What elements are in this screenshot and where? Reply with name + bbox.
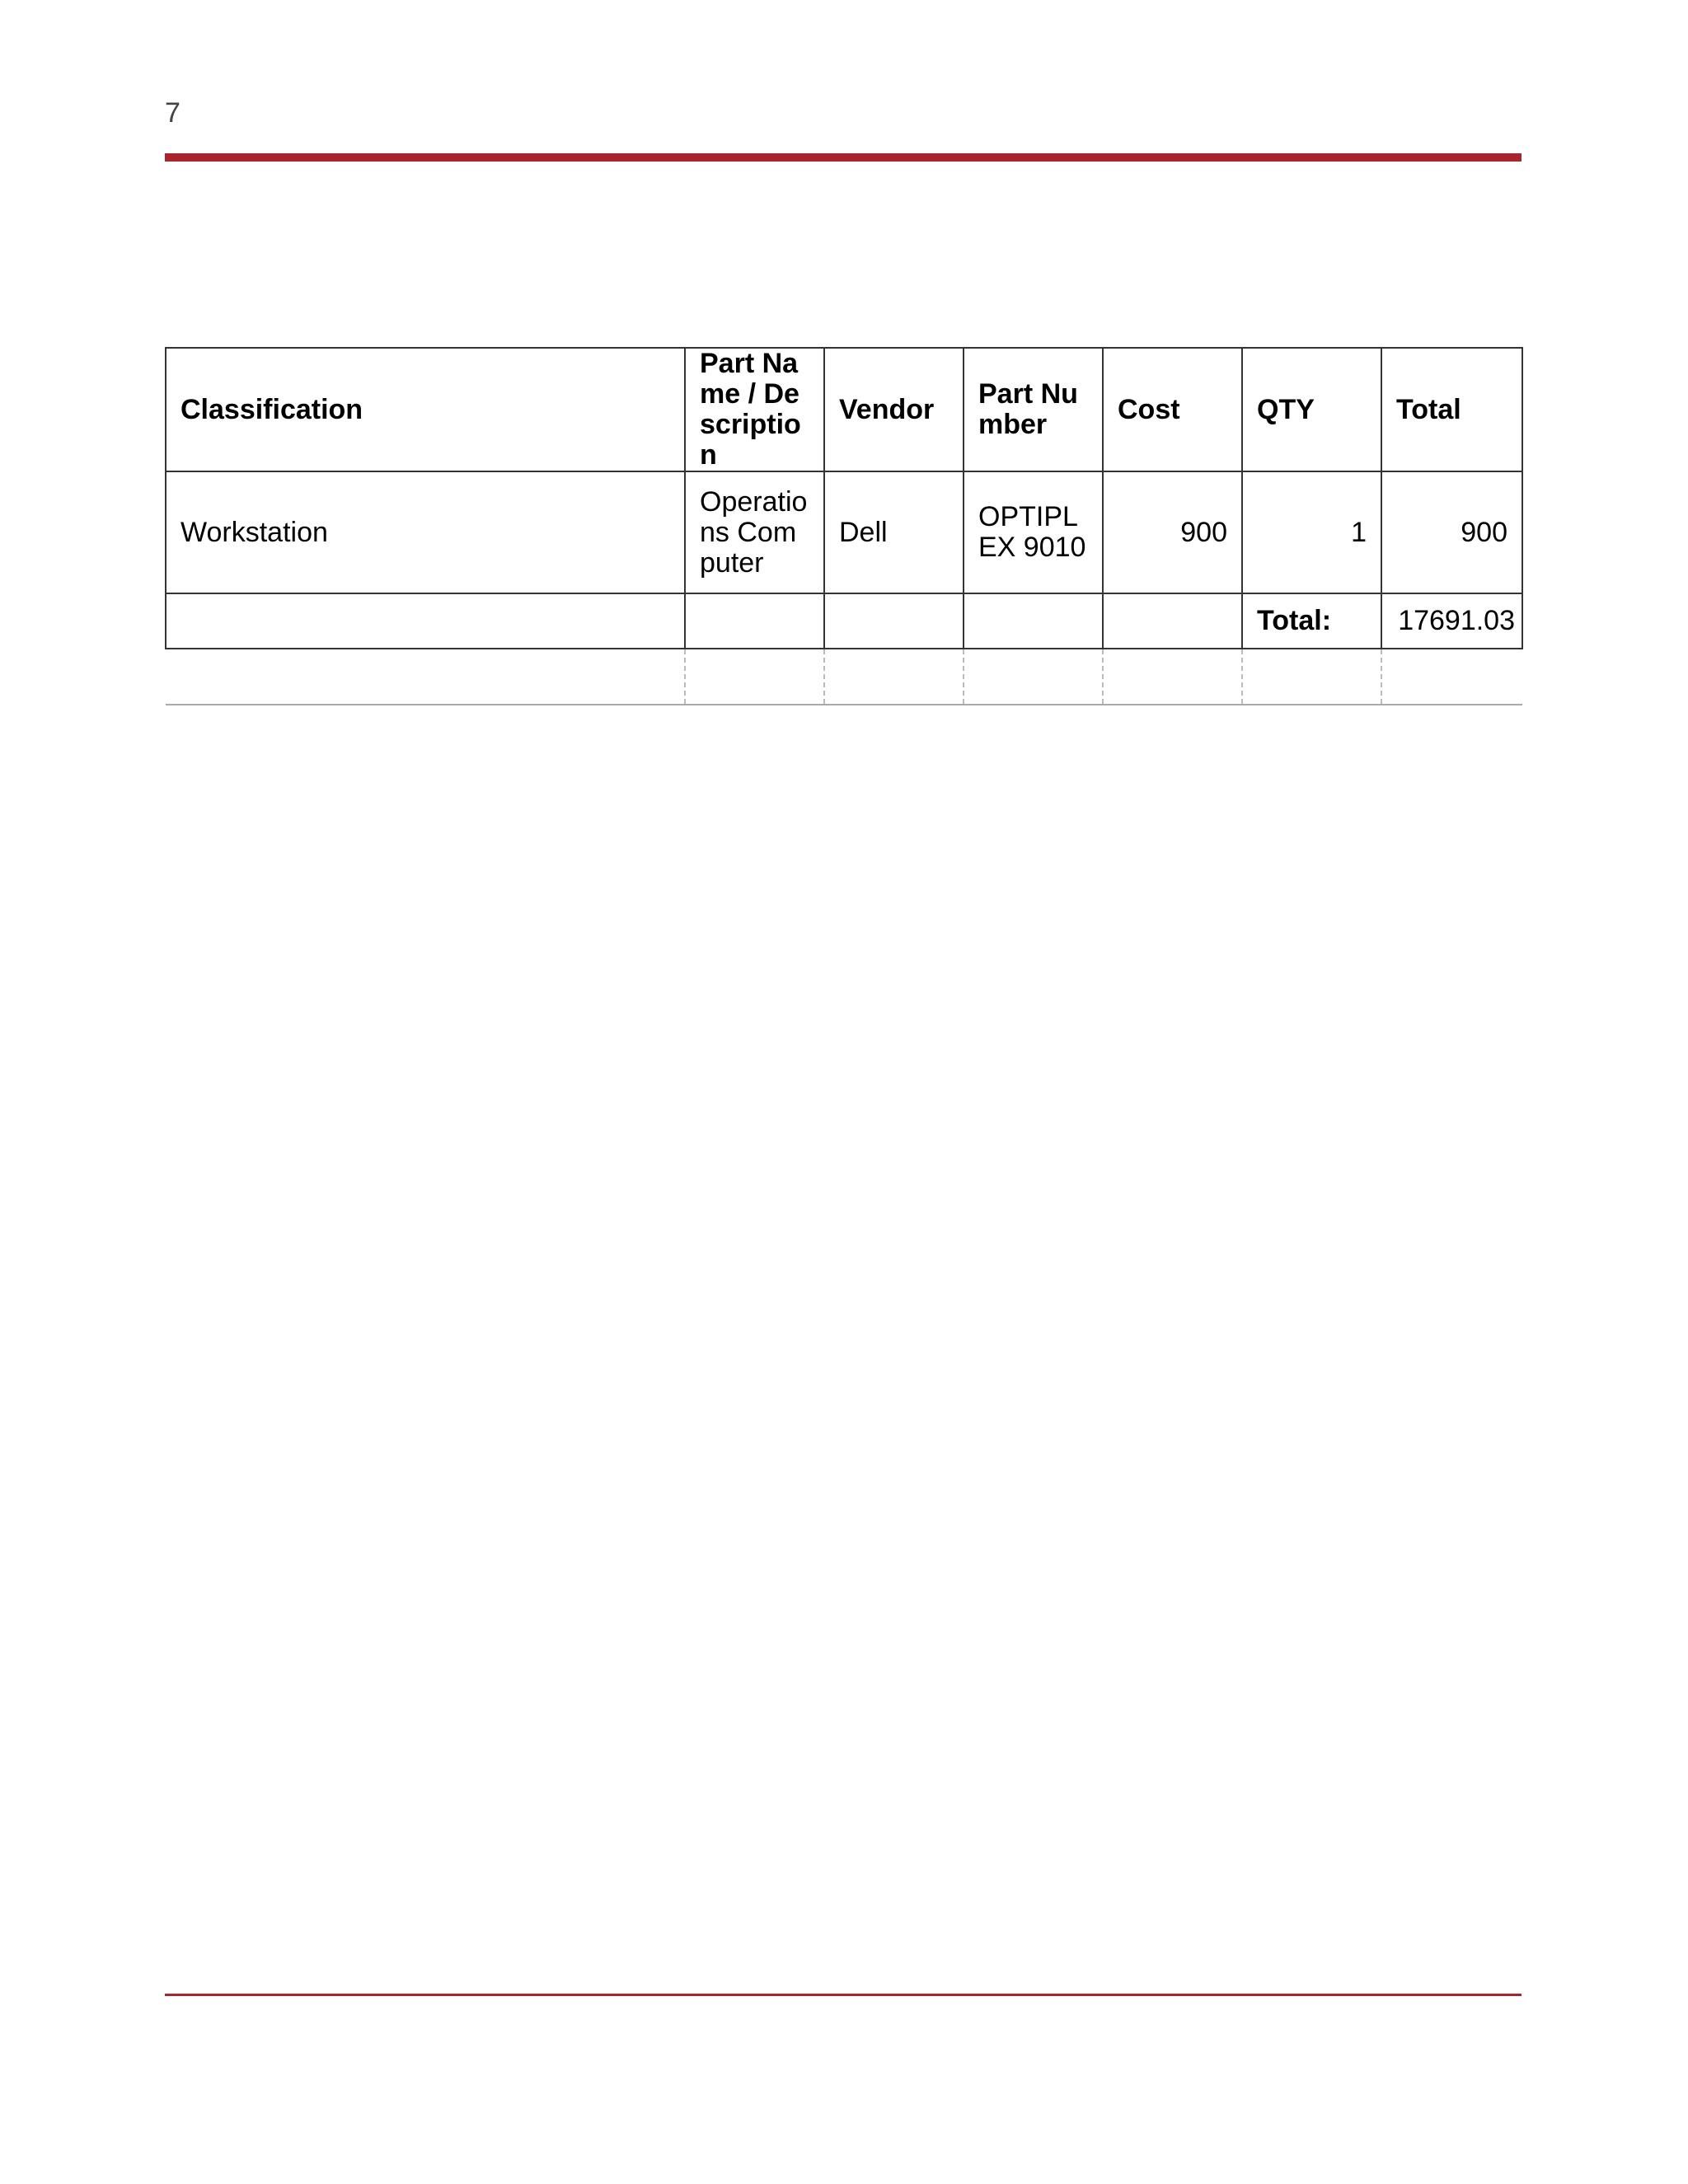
cell-total: 900 [1381, 471, 1522, 593]
cell-vendor: Dell [824, 471, 964, 593]
page-number: 7 [165, 97, 181, 129]
parts-table [165, 347, 1523, 705]
empty-cell [1242, 649, 1381, 705]
total-label: Total: [1242, 593, 1381, 649]
footer-rule [165, 1994, 1522, 1996]
empty-cell [685, 649, 824, 705]
empty-cell [964, 593, 1103, 649]
cell-cost: 900 [1103, 471, 1242, 593]
empty-cell [824, 593, 964, 649]
header-part-number: Part Number [964, 348, 1103, 471]
header-total: Total [1381, 348, 1522, 471]
empty-cell [166, 649, 685, 705]
header-cost: Cost [1103, 348, 1242, 471]
grand-total-value: 17691.03 [1381, 593, 1522, 649]
empty-cell [824, 649, 964, 705]
empty-cell [685, 593, 824, 649]
cell-part-name: Operations Computer [685, 471, 824, 593]
total-row [166, 593, 1522, 649]
header-vendor: Vendor [824, 348, 964, 471]
empty-table-row [166, 649, 1522, 705]
table-header-row [166, 348, 1522, 471]
header-part-name: Part Name / Description [685, 348, 824, 471]
cell-part-number: OPTIPLEX 9010 [964, 471, 1103, 593]
cell-classification: Workstation [166, 471, 685, 593]
header-qty: QTY [1242, 348, 1381, 471]
empty-cell [1103, 649, 1242, 705]
header-classification: Classification [166, 348, 685, 471]
header-rule [165, 153, 1522, 162]
cell-qty: 1 [1242, 471, 1381, 593]
empty-cell [166, 593, 685, 649]
empty-cell [1103, 593, 1242, 649]
empty-cell [1381, 649, 1522, 705]
table-row [166, 471, 1522, 593]
empty-cell [964, 649, 1103, 705]
